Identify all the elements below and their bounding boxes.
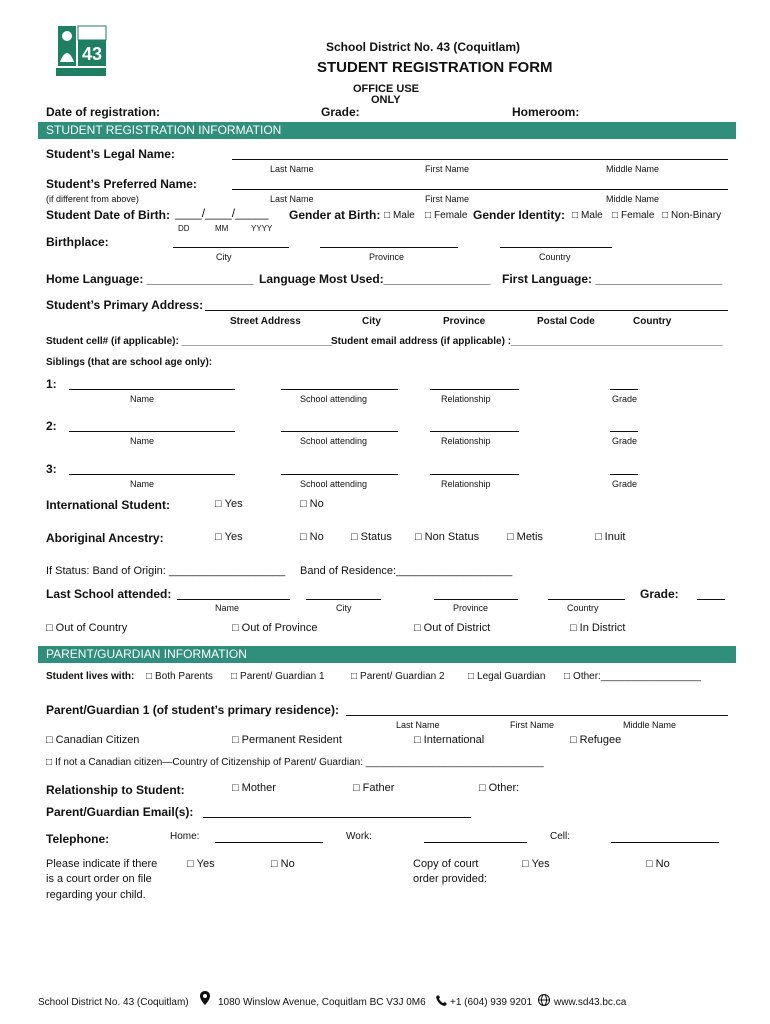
aboriginal-label: Aboriginal Ancestry: xyxy=(46,531,164,545)
lives-other-checkbox[interactable]: □ Other:__________________ xyxy=(564,671,701,682)
address-city-caption: City xyxy=(362,316,381,327)
court-order-text-2: is a court order on file xyxy=(46,873,152,885)
primary-address-field[interactable] xyxy=(205,310,728,311)
sibling-2-grade-caption: Grade xyxy=(612,436,638,446)
home-phone-label: Home: xyxy=(170,831,200,842)
student-email-field[interactable]: Student email address (if applicable) :______________________________________ xyxy=(331,336,723,347)
mother-checkbox[interactable]: □ Mother xyxy=(232,782,276,794)
sibling-1-number: 1: xyxy=(46,377,57,391)
last-school-grade-field[interactable] xyxy=(697,599,725,600)
sibling-2-relationship-field[interactable] xyxy=(430,431,519,432)
footer-web: www.sd43.bc.ca xyxy=(554,997,627,1008)
permanent-resident-checkbox[interactable]: □ Permanent Resident xyxy=(232,734,342,746)
last-school-country-field[interactable] xyxy=(548,599,625,600)
birthplace-country-field[interactable] xyxy=(500,247,612,248)
sibling-1-school-field[interactable] xyxy=(281,389,398,390)
sibling-1-name-caption: Name xyxy=(130,394,155,404)
gender-id-female-checkbox[interactable]: □ Female xyxy=(612,210,654,221)
sibling-3-grade-caption: Grade xyxy=(612,479,638,489)
office-use-label: OFFICE USE xyxy=(353,83,420,95)
international-yes-checkbox[interactable]: □ Yes xyxy=(215,498,243,510)
lives-both-parents-checkbox[interactable]: □ Both Parents xyxy=(146,671,213,682)
sibling-1-relationship-field[interactable] xyxy=(430,389,519,390)
sibling-2-relationship-caption: Relationship xyxy=(441,436,491,446)
last-school-name-caption: Name xyxy=(215,603,240,613)
home-phone-field[interactable] xyxy=(215,842,323,843)
birthplace-city-caption: City xyxy=(216,252,232,262)
homeroom-label: Homeroom: xyxy=(512,105,580,119)
birthplace-city-field[interactable] xyxy=(173,247,289,248)
pg1-last-name-caption: Last Name xyxy=(396,720,440,730)
grade-label: Grade: xyxy=(321,105,360,119)
postal-code-caption: Postal Code xyxy=(537,316,595,327)
sibling-2-school-field[interactable] xyxy=(281,431,398,432)
pg-emails-label: Parent/Guardian Email(s): xyxy=(46,805,194,819)
address-province-caption: Province xyxy=(443,316,486,327)
aboriginal-nonstatus-checkbox[interactable]: □ Non Status xyxy=(415,531,479,543)
parent-info-band: PARENT/GUARDIAN INFORMATION xyxy=(38,646,736,663)
copy-court-yes-checkbox[interactable]: □ Yes xyxy=(522,858,550,870)
lives-pg1-checkbox[interactable]: □ Parent/ Guardian 1 xyxy=(231,671,325,682)
copy-court-no-checkbox[interactable]: □ No xyxy=(646,858,670,870)
pg1-primary-label: Parent/Guardian 1 (of student’s primary residence): xyxy=(46,703,339,717)
mm-caption: MM xyxy=(215,224,229,233)
birthplace-label: Birthplace: xyxy=(46,235,109,249)
dob-label: Student Date of Birth: xyxy=(46,208,170,222)
sibling-3-number: 3: xyxy=(46,462,57,476)
other-relationship-checkbox[interactable]: □ Other: xyxy=(479,782,519,794)
if-different-caption: (if different from above) xyxy=(46,194,139,204)
last-school-province-caption: Province xyxy=(453,603,489,613)
band-of-origin-field[interactable]: If Status: Band of Origin: ___________________ xyxy=(46,565,286,577)
out-of-district-checkbox[interactable]: □ Out of District xyxy=(414,622,490,634)
sibling-3-school-field[interactable] xyxy=(281,474,398,475)
footer-address: 1080 Winslow Avenue, Coquitlam BC V3J 0M6 xyxy=(218,997,426,1008)
sibling-2-school-caption: School attending xyxy=(300,436,368,446)
gender-id-nonbinary-checkbox[interactable]: □ Non-Binary xyxy=(662,210,721,221)
last-school-grade-label: Grade: xyxy=(640,587,679,601)
cell-phone-label: Cell: xyxy=(550,831,571,842)
yyyy-caption: YYYY xyxy=(251,224,273,233)
gender-birth-female-checkbox[interactable]: □ Female xyxy=(425,210,467,221)
sibling-3-school-caption: School attending xyxy=(300,479,368,489)
phone-icon xyxy=(436,993,447,1011)
footer-district: School District No. 43 (Coquitlam) xyxy=(38,997,189,1008)
not-canadian-checkbox[interactable]: □ If not a Canadian citizen—Country of Citizenship of Parent/ Guardian: ________________________________ xyxy=(46,757,544,768)
sibling-2-name-field[interactable] xyxy=(69,431,235,432)
out-of-country-checkbox[interactable]: □ Out of Country xyxy=(46,622,127,634)
court-order-no-checkbox[interactable]: □ No xyxy=(271,858,295,870)
sibling-1-name-field[interactable] xyxy=(69,389,235,390)
telephone-label: Telephone: xyxy=(46,832,110,846)
sibling-2-number: 2: xyxy=(46,419,57,433)
cell-phone-field[interactable] xyxy=(611,842,719,843)
relationship-label: Relationship to Student: xyxy=(46,783,185,797)
birthplace-province-field[interactable] xyxy=(320,247,458,248)
location-pin-icon xyxy=(200,991,210,1010)
aboriginal-no-checkbox[interactable]: □ No xyxy=(300,531,324,543)
home-language-field[interactable]: Home Language: ________________ xyxy=(46,272,254,286)
last-school-province-field[interactable] xyxy=(434,599,518,600)
aboriginal-status-checkbox[interactable]: □ Status xyxy=(351,531,392,543)
work-phone-label: Work: xyxy=(346,831,372,842)
pref-first-name-caption: First Name xyxy=(425,194,470,204)
father-checkbox[interactable]: □ Father xyxy=(353,782,394,794)
lives-with-label: Student lives with: xyxy=(46,671,135,682)
refugee-checkbox[interactable]: □ Refugee xyxy=(570,734,621,746)
svg-text:43: 43 xyxy=(81,44,103,64)
first-name-caption: First Name xyxy=(425,164,470,174)
first-language-field[interactable]: First Language: ___________________ xyxy=(502,272,723,286)
sibling-1-school-caption: School attending xyxy=(300,394,368,404)
sibling-3-name-field[interactable] xyxy=(69,474,235,475)
copy-court-text-1: Copy of court xyxy=(413,858,479,870)
preferred-name-label: Student’s Preferred Name: xyxy=(46,177,197,191)
student-info-band: STUDENT REGISTRATION INFORMATION xyxy=(38,122,736,139)
gender-at-birth-label: Gender at Birth: xyxy=(289,208,381,222)
work-phone-field[interactable] xyxy=(424,842,527,843)
siblings-label: Siblings (that are school age only): xyxy=(46,357,213,368)
birthplace-province-caption: Province xyxy=(369,252,405,262)
form-title: STUDENT REGISTRATION FORM xyxy=(317,59,553,76)
pg1-first-name-caption: First Name xyxy=(510,720,555,730)
language-used-field[interactable]: Language Most Used:________________ xyxy=(259,272,491,286)
last-school-country-caption: Country xyxy=(567,603,599,613)
primary-address-label: Student’s Primary Address: xyxy=(46,298,204,312)
preferred-name-field[interactable] xyxy=(232,189,728,190)
pref-middle-name-caption: Middle Name xyxy=(606,194,660,204)
aboriginal-yes-checkbox[interactable]: □ Yes xyxy=(215,531,243,543)
international-label: International Student: xyxy=(46,498,170,512)
copy-court-text-2: order provided: xyxy=(413,873,487,885)
lives-legal-guardian-checkbox[interactable]: □ Legal Guardian xyxy=(468,671,545,682)
sibling-2-grade-field[interactable] xyxy=(610,431,638,432)
pg-emails-field[interactable] xyxy=(203,817,471,818)
last-name-caption: Last Name xyxy=(270,164,314,174)
aboriginal-metis-checkbox[interactable]: □ Metis xyxy=(507,531,543,543)
last-school-city-field[interactable] xyxy=(306,599,381,600)
sibling-3-grade-field[interactable] xyxy=(610,474,638,475)
court-order-yes-checkbox[interactable]: □ Yes xyxy=(187,858,215,870)
last-school-name-field[interactable] xyxy=(177,599,290,600)
date-of-registration-label: Date of registration: xyxy=(46,105,161,119)
sibling-3-name-caption: Name xyxy=(130,479,155,489)
band-of-residence-field[interactable]: Band of Residence:___________________ xyxy=(300,565,513,577)
sibling-1-grade-caption: Grade xyxy=(612,394,638,404)
sibling-2-name-caption: Name xyxy=(130,436,155,446)
footer-phone: +1 (604) 939 9201 xyxy=(450,997,533,1008)
international-parent-checkbox[interactable]: □ International xyxy=(414,734,484,746)
last-school-label: Last School attended: xyxy=(46,587,172,601)
court-order-text-3: regarding your child. xyxy=(46,889,146,901)
court-order-text-1: Please indicate if there xyxy=(46,858,158,870)
gender-identity-label: Gender Identity: xyxy=(473,208,566,222)
sibling-1-grade-field[interactable] xyxy=(610,389,638,390)
globe-icon xyxy=(538,993,550,1011)
lives-pg2-checkbox[interactable]: □ Parent/ Guardian 2 xyxy=(351,671,445,682)
middle-name-caption: Middle Name xyxy=(606,164,660,174)
sibling-1-relationship-caption: Relationship xyxy=(441,394,491,404)
student-cell-field[interactable]: Student cell# (if applicable): ___________________________ xyxy=(46,336,332,347)
pref-last-name-caption: Last Name xyxy=(270,194,314,204)
address-country-caption: Country xyxy=(633,316,672,327)
gender-birth-male-checkbox[interactable]: □ Male xyxy=(384,210,415,221)
pg1-name-field[interactable] xyxy=(346,715,728,716)
district-name: School District No. 43 (Coquitlam) xyxy=(326,40,521,54)
street-address-caption: Street Address xyxy=(230,316,301,327)
birthplace-country-caption: Country xyxy=(539,252,571,262)
pg1-middle-name-caption: Middle Name xyxy=(623,720,677,730)
aboriginal-inuit-checkbox[interactable]: □ Inuit xyxy=(595,531,625,543)
dd-caption: DD xyxy=(178,224,190,233)
international-no-checkbox[interactable]: □ No xyxy=(300,498,324,510)
office-use-only-label: ONLY xyxy=(371,94,401,106)
sibling-3-relationship-caption: Relationship xyxy=(441,479,491,489)
gender-id-male-checkbox[interactable]: □ Male xyxy=(572,210,603,221)
in-district-checkbox[interactable]: □ In District xyxy=(570,622,626,634)
legal-name-label: Student’s Legal Name: xyxy=(46,147,175,161)
legal-name-field[interactable] xyxy=(232,159,728,160)
out-of-province-checkbox[interactable]: □ Out of Province xyxy=(232,622,317,634)
last-school-city-caption: City xyxy=(336,603,352,613)
district-logo xyxy=(54,22,108,78)
canadian-citizen-checkbox[interactable]: □ Canadian Citizen xyxy=(46,734,139,746)
sibling-3-relationship-field[interactable] xyxy=(430,474,519,475)
dob-field[interactable]: ____/____/_____ xyxy=(175,206,269,220)
